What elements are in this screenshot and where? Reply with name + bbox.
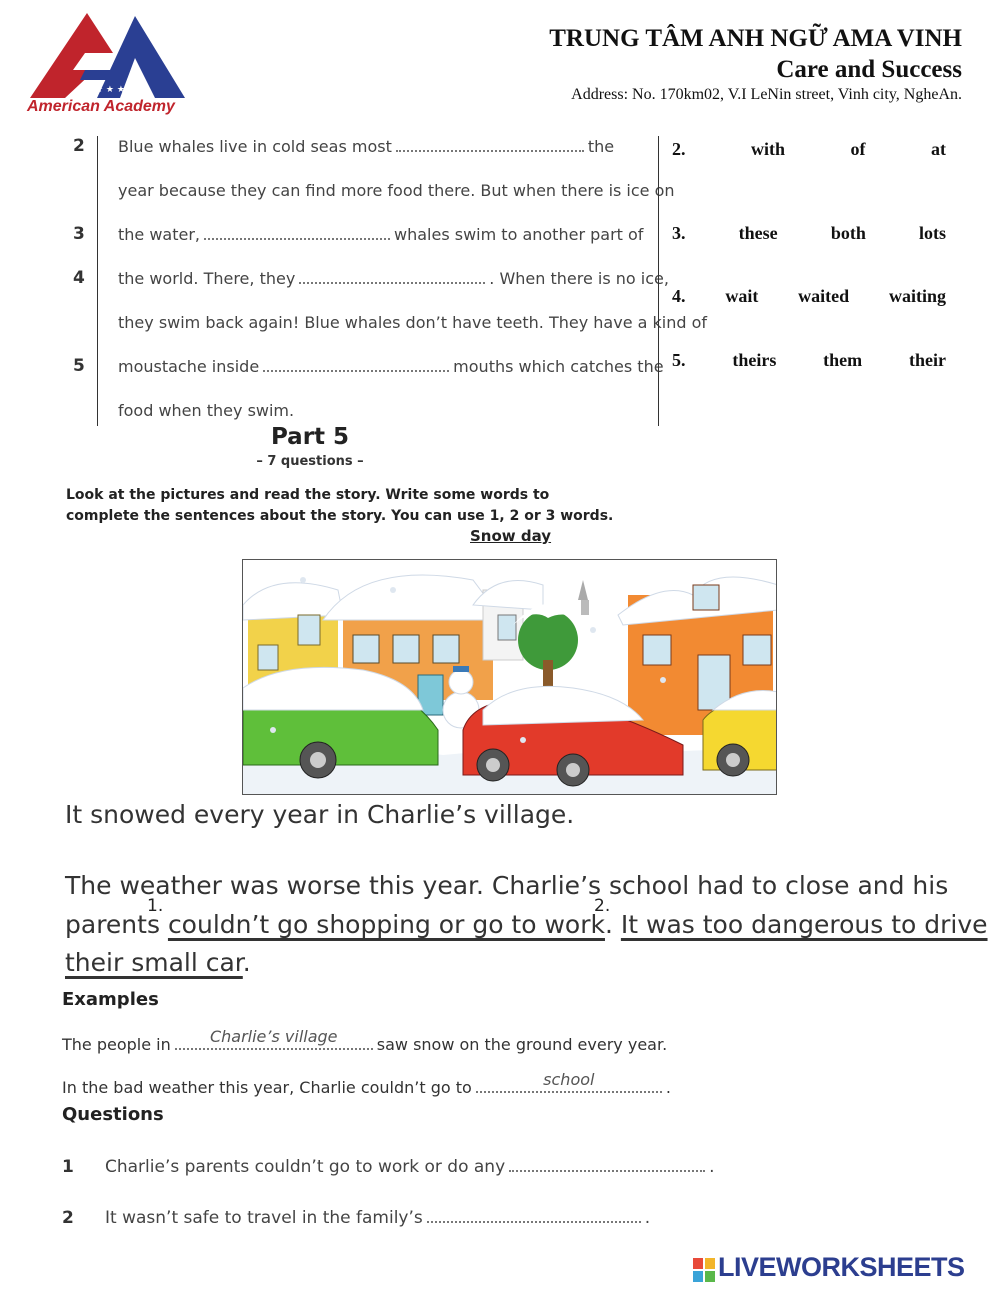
story-text: .	[242, 948, 251, 977]
example-answer-field	[175, 1027, 373, 1050]
option-number: 3.	[672, 223, 686, 243]
example-sentence	[62, 1070, 671, 1097]
option-choice[interactable]: waiting	[888, 286, 946, 306]
example-sentence	[62, 1027, 668, 1054]
passage-line: they swim back again! Blue whales don’t have teeth. They have a kind of	[118, 313, 708, 332]
option-number: 4.	[672, 286, 686, 306]
question-number: 2	[62, 1208, 74, 1228]
options-divider	[658, 136, 659, 426]
story-text: .	[604, 910, 613, 939]
example-text: .	[665, 1078, 671, 1097]
example-answer-field	[476, 1070, 662, 1093]
answer-field-1[interactable]	[509, 1158, 705, 1172]
story-line	[65, 910, 988, 939]
option-choice[interactable]: wait	[725, 286, 759, 306]
passage-text: . When there is no ice,	[489, 269, 669, 288]
passage-line	[118, 269, 669, 288]
question-text: Charlie’s parents couldn’t go to work or do any	[105, 1157, 506, 1177]
liveworksheets-logo-icon	[693, 1258, 715, 1282]
option-choice[interactable]: with	[750, 139, 785, 159]
passage-number: 2	[73, 136, 85, 156]
story-line: The weather was worse this year. Charlie’s school had to close and his	[65, 871, 949, 900]
option-choice[interactable]: at	[930, 139, 946, 159]
option-number: 2.	[672, 139, 686, 159]
passage-text: Blue whales live in cold seas most	[118, 137, 392, 156]
story-line	[65, 948, 251, 977]
passage-number: 3	[73, 224, 85, 244]
option-choice[interactable]: them	[823, 350, 863, 370]
passage-line	[118, 225, 643, 244]
passage-text: the world. There, they	[118, 269, 296, 288]
story-title: Snow day	[470, 527, 552, 545]
example-text: saw snow on the ground every year.	[376, 1035, 668, 1054]
option-row	[672, 139, 946, 160]
example-text: The people in	[62, 1035, 171, 1054]
story-underlined: It was too dangerous to drive	[620, 910, 988, 939]
motto: Care and Success	[776, 56, 962, 83]
passage-line	[118, 357, 664, 376]
examples-heading: Examples	[62, 989, 159, 1010]
option-row	[672, 350, 946, 371]
passage-divider	[97, 136, 98, 426]
option-choice[interactable]: these	[738, 223, 778, 243]
snow-scene-illustration	[242, 559, 777, 795]
story-underlined: couldn’t go shopping or go to work	[167, 910, 605, 939]
passage-line: year because they can find more food there. But when there is ice on	[118, 181, 675, 200]
option-choice[interactable]: their	[908, 350, 946, 370]
option-choice[interactable]: waited	[798, 286, 850, 306]
question-text: .	[644, 1208, 651, 1228]
question	[105, 1208, 650, 1228]
option-number: 5.	[672, 350, 686, 370]
questions-heading: Questions	[62, 1104, 164, 1125]
question-text: It wasn’t safe to travel in the family’s	[105, 1208, 423, 1228]
example-answer: Charlie’s village	[209, 1027, 338, 1046]
option-row	[672, 223, 946, 244]
example-text: In the bad weather this year, Charlie couldn’t go to	[62, 1078, 472, 1097]
marker-1: 1.	[147, 896, 164, 916]
center-name: TRUNG TÂM ANH NGỮ AMA VINH	[549, 25, 962, 52]
address: Address: No. 170km02, V.I LeNin street, Vinh city, NgheAn.	[571, 86, 962, 103]
svg-text:★ ★ ★ ★ ★: ★ ★ ★ ★ ★	[95, 85, 147, 95]
question	[105, 1157, 715, 1177]
example-answer: school	[543, 1070, 595, 1089]
passage-text: the water,	[118, 225, 201, 244]
passage-text: mouths which catches the	[453, 357, 664, 376]
passage-line: food when they swim.	[118, 401, 295, 420]
passage-number: 5	[73, 356, 85, 376]
answer-field-2[interactable]	[427, 1209, 641, 1223]
passage-text: whales swim to another part of	[394, 225, 644, 244]
option-choice[interactable]: of	[850, 139, 866, 159]
logo-text: American Academy	[27, 98, 175, 115]
option-row	[672, 286, 946, 307]
passage-number: 4	[73, 268, 85, 288]
option-choice[interactable]: both	[830, 223, 866, 243]
instructions: complete the sentences about the story. You can use 1, 2 or 3 words.	[66, 508, 614, 524]
story-text: parents	[65, 910, 160, 939]
instructions: Look at the pictures and read the story. Write some words to	[66, 487, 550, 503]
question-text: .	[709, 1157, 715, 1177]
part-subtitle: – 7 questions –	[256, 454, 364, 469]
blank-3[interactable]	[204, 228, 390, 240]
question-number: 1	[62, 1157, 74, 1177]
story-underlined: their small car	[65, 948, 243, 977]
option-choice[interactable]: theirs	[732, 350, 777, 370]
passage-text: moustache inside	[118, 357, 260, 376]
part-title: Part 5	[270, 424, 350, 450]
blank-5[interactable]	[263, 360, 449, 372]
marker-2: 2.	[594, 896, 611, 916]
blank-4[interactable]	[299, 272, 485, 284]
passage-text: the	[587, 137, 615, 156]
liveworksheets-brand[interactable]: LIVEWORKSHEETS	[718, 1252, 965, 1282]
blank-2[interactable]	[396, 140, 584, 152]
story-line: It snowed every year in Charlie’s village.	[65, 800, 575, 829]
option-choice[interactable]: lots	[918, 223, 946, 243]
passage-line	[118, 137, 614, 156]
